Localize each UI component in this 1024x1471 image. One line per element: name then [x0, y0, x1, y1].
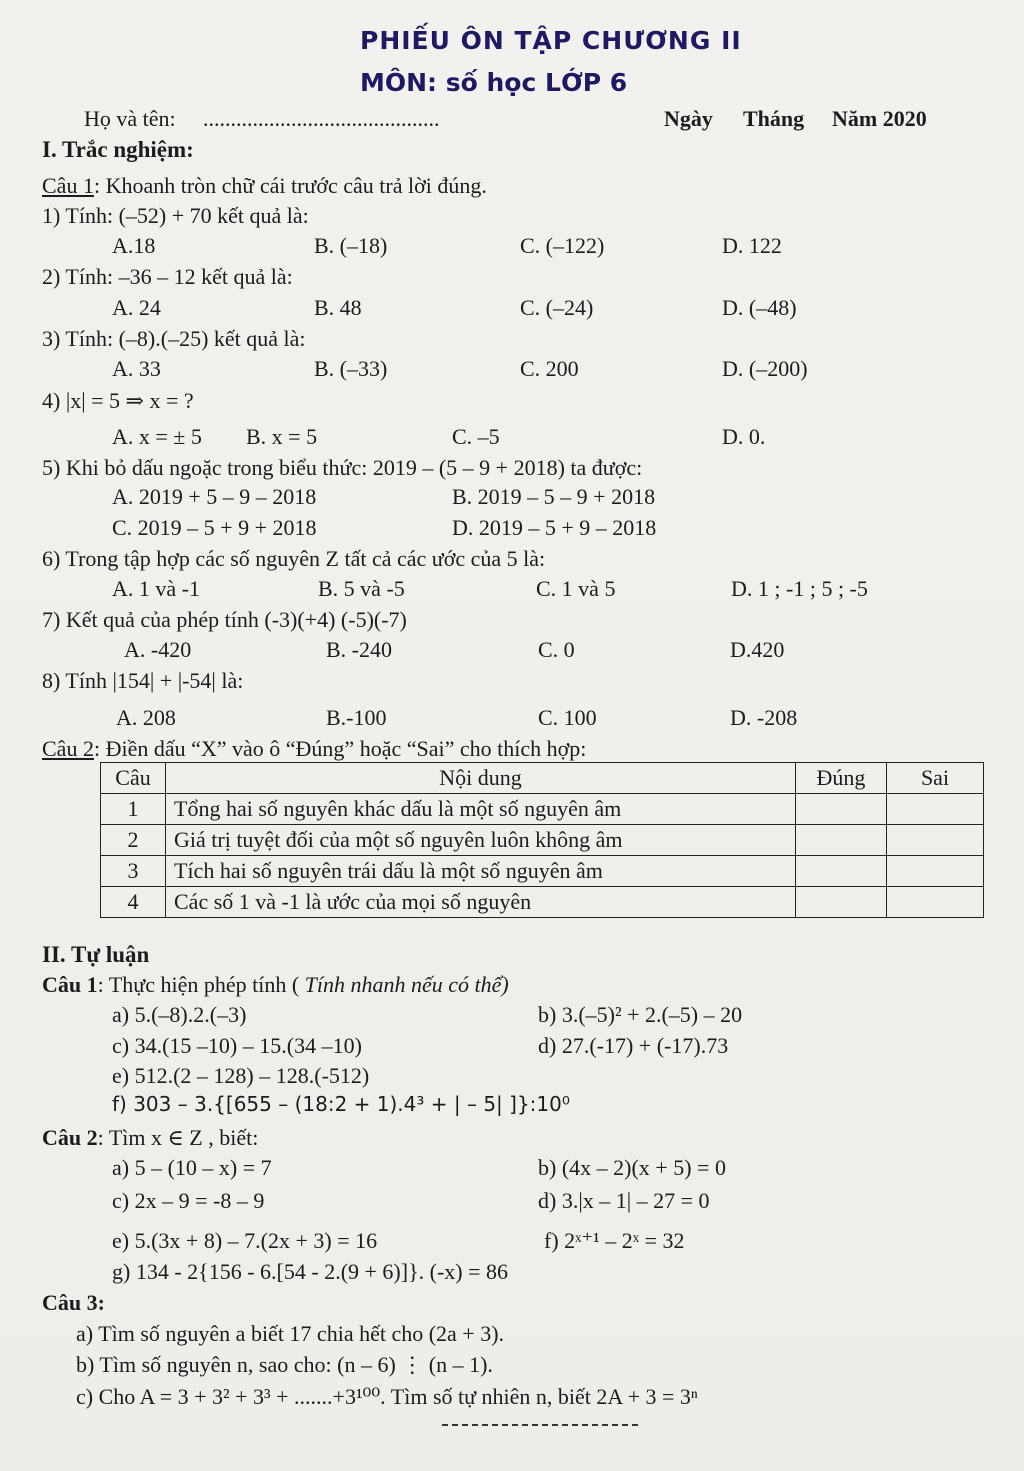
true-false-table: [100, 762, 984, 918]
end-divider: [442, 1424, 638, 1426]
dung-cell[interactable]: [796, 856, 887, 887]
option-d: D. 2019 – 5 + 9 – 2018: [452, 515, 657, 540]
exercise-d: d) 27.(-17) + (-17).73: [538, 1033, 729, 1058]
option-a: A. x = ± 5: [112, 424, 202, 449]
sai-cell[interactable]: [887, 794, 984, 825]
exercise-f: f) 303 – 3.{[655 – (18:2 + 1).4³ + | – 5| ]}:10⁰: [112, 1092, 570, 1116]
option-b: B. x = 5: [246, 424, 318, 449]
col-header-content: Nội dung: [166, 763, 796, 794]
part1-cau2-line: [42, 738, 586, 760]
part1-cau1-line: [42, 175, 487, 197]
part2-cau1-line: [42, 974, 509, 996]
name-label: Họ và tên:: [84, 106, 176, 131]
equation-g: g) 134 - 2{156 - 6.[54 - 2.(9 + 6)]}. (-x) = 86: [112, 1259, 509, 1284]
col-header-sai: Sai: [887, 763, 984, 794]
option-a: A. 2019 + 5 – 9 – 2018: [112, 484, 317, 509]
row-content: Tích hai số nguyên trái dấu là một số nguyên âm: [166, 856, 796, 887]
option-d: D. (–48): [722, 295, 797, 320]
question-stem: 1) Tính: (–52) + 70 kết quả là:: [42, 203, 309, 228]
dung-cell[interactable]: [796, 887, 887, 918]
question-stem: 6) Trong tập hợp các số nguyên Z tất cả các ước của 5 là:: [42, 546, 546, 571]
problem-c: c) Cho A = 3 + 3² + 3³ + .......+3¹⁰⁰. Tìm số tự nhiên n, biết 2A + 3 = 3ⁿ: [76, 1384, 698, 1409]
cau1-note: Tính nhanh nếu có thể): [299, 972, 509, 997]
cau1-label: Câu 1: [42, 972, 98, 997]
table-row: [101, 856, 984, 887]
row-content: Giá trị tuyệt đối của một số nguyên luôn không âm: [166, 825, 796, 856]
option-d: D.420: [730, 637, 785, 662]
option-d: D. (–200): [722, 356, 808, 381]
option-b: B. 2019 – 5 – 9 + 2018: [452, 484, 656, 509]
option-d: D. 1 ; -1 ; 5 ; -5: [731, 576, 868, 601]
option-b: B. 48: [314, 295, 362, 320]
subject-line: MÔN: số học LỚP 6: [360, 68, 628, 97]
table-row: [101, 825, 984, 856]
date-month: Tháng: [743, 106, 805, 131]
exercise-c: c) 34.(15 –10) – 15.(34 –10): [112, 1033, 362, 1058]
row-content: Các số 1 và -1 là ước của mọi số nguyên: [166, 887, 796, 918]
option-d: D. 0.: [722, 424, 766, 449]
row-number: 4: [101, 887, 166, 918]
option-c: C. 100: [538, 705, 597, 730]
name-field: ...........................................: [203, 106, 440, 131]
option-b: B.-100: [326, 705, 387, 730]
sai-cell[interactable]: [887, 856, 984, 887]
cau1-instruction: : Thực hiện phép tính (: [97, 972, 300, 997]
question-stem: 5) Khi bỏ dấu ngoặc trong biểu thức: 2019 – (5 – 9 + 2018) ta được:: [42, 455, 643, 480]
table-row: [101, 794, 984, 825]
col-header-dung: Đúng: [796, 763, 887, 794]
option-b: B. (–18): [314, 233, 388, 258]
option-d: D. 122: [722, 233, 782, 258]
equation-a: a) 5 – (10 – x) = 7: [112, 1155, 272, 1180]
table-row: [101, 887, 984, 918]
option-d: D. -208: [730, 705, 798, 730]
question-stem: 2) Tính: –36 – 12 kết quả là:: [42, 264, 293, 289]
option-a: A.18: [112, 233, 156, 258]
cau2-label: Câu 2: [42, 1125, 98, 1150]
option-c: C. 200: [520, 356, 579, 381]
option-b: B. -240: [326, 637, 392, 662]
cau2-instruction: : Tìm x ∈ Z , biết:: [97, 1125, 259, 1150]
option-c: C. (–122): [520, 233, 605, 258]
dung-cell[interactable]: [796, 794, 887, 825]
row-number: 2: [101, 825, 166, 856]
table-header-row: [101, 763, 984, 794]
sai-cell[interactable]: [887, 887, 984, 918]
option-c: C. (–24): [520, 295, 594, 320]
cau1-instruction: : Khoanh tròn chữ cái trước câu trả lời đúng.: [93, 173, 487, 198]
problem-b: b) Tìm số nguyên n, sao cho: (n – 6) ⋮ (n – 1).: [76, 1352, 493, 1377]
option-a: A. 24: [112, 295, 161, 320]
option-c: C. –5: [452, 424, 500, 449]
option-a: A. 208: [116, 705, 176, 730]
question-stem: 4) |x| = 5 ⇒ x = ?: [42, 388, 194, 413]
equation-e: e) 5.(3x + 8) – 7.(2x + 3) = 16: [112, 1228, 378, 1253]
option-a: A. -420: [124, 637, 192, 662]
row-number: 1: [101, 794, 166, 825]
cau2-instruction: : Điền dấu “X” vào ô “Đúng” hoặc “Sai” cho thích hợp:: [93, 736, 587, 761]
question-stem: 8) Tính |154| + |-54| là:: [42, 668, 244, 693]
question-stem: 3) Tính: (–8).(–25) kết quả là:: [42, 326, 306, 351]
exercise-b: b) 3.(–5)² + 2.(–5) – 20: [538, 1002, 743, 1027]
problem-a: a) Tìm số nguyên a biết 17 chia hết cho (2a + 3).: [76, 1321, 505, 1346]
dung-cell[interactable]: [796, 825, 887, 856]
sai-cell[interactable]: [887, 825, 984, 856]
option-b: B. (–33): [314, 356, 388, 381]
cau1-label: Câu 1: [42, 173, 94, 198]
option-b: B. 5 và -5: [318, 576, 405, 601]
date-day: Ngày: [664, 106, 713, 131]
option-a: A. 1 và -1: [112, 576, 200, 601]
cau2-label: Câu 2: [42, 736, 94, 761]
exercise-a: a) 5.(–8).2.(–3): [112, 1002, 247, 1027]
equation-b: b) (4x – 2)(x + 5) = 0: [538, 1155, 726, 1180]
equation-f: f) 2ˣ⁺¹ – 2ˣ = 32: [544, 1228, 685, 1253]
option-a: A. 33: [112, 356, 161, 381]
equation-c: c) 2x – 9 = -8 – 9: [112, 1188, 265, 1213]
option-c: C. 2019 – 5 + 9 + 2018: [112, 515, 317, 540]
part2-cau2-line: [42, 1127, 258, 1149]
equation-d: d) 3.|x – 1| – 27 = 0: [538, 1188, 710, 1213]
option-c: C. 0: [538, 637, 575, 662]
cau3-label: Câu 3:: [42, 1290, 105, 1315]
col-header-cau: Câu: [101, 763, 166, 794]
option-c: C. 1 và 5: [536, 576, 616, 601]
worksheet-title: PHIẾU ÔN TẬP CHƯƠNG II: [360, 26, 742, 55]
row-content: Tổng hai số nguyên khác dấu là một số nguyên âm: [166, 794, 796, 825]
date-year: Năm 2020: [832, 106, 927, 131]
row-number: 3: [101, 856, 166, 887]
part1-heading: I. Trắc nghiệm:: [42, 137, 194, 162]
question-stem: 7) Kết quả của phép tính (-3)(+4) (-5)(-7): [42, 607, 407, 632]
exercise-e: e) 512.(2 – 128) – 128.(-512): [112, 1063, 370, 1088]
part2-heading: II. Tự luận: [42, 942, 150, 967]
